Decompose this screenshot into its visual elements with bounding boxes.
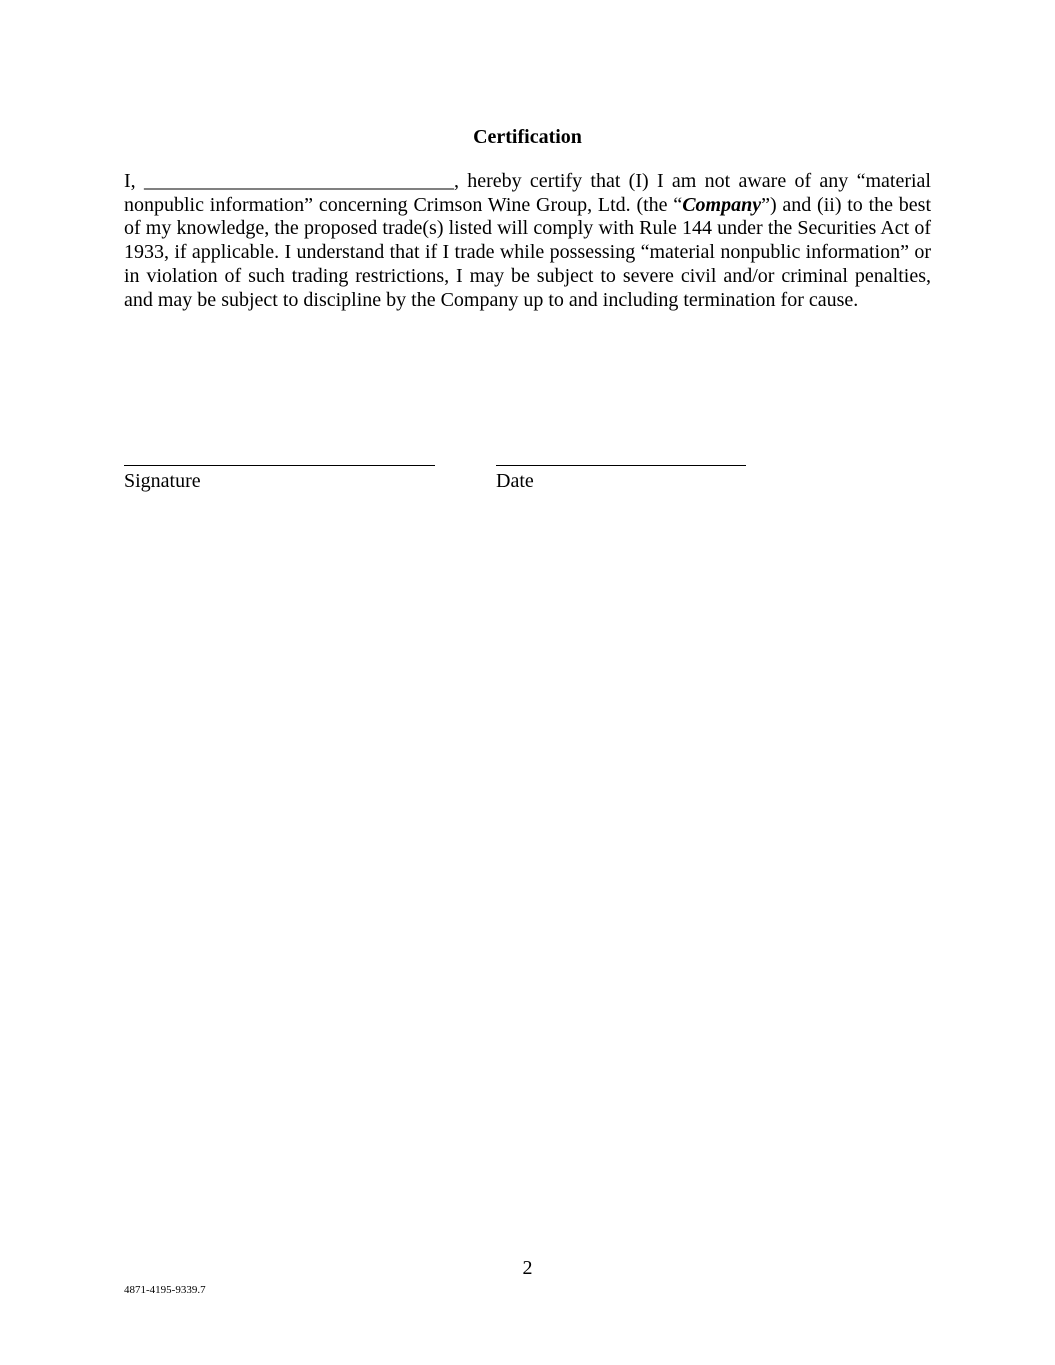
page-number: 2 — [522, 1257, 533, 1279]
date-label: Date — [496, 470, 534, 492]
date-line — [496, 465, 746, 466]
document-title: Certification — [473, 126, 582, 148]
signature-label: Signature — [124, 470, 201, 492]
paragraph-text-start: I, _______________________________, hereby certify that (I) I am not aware of any “material nonpublic information” concerning Crimson Wine Group, Ltd. (the “ — [124, 170, 931, 216]
signature-line — [124, 465, 435, 466]
document-id: 4871-4195-9339.7 — [124, 1284, 206, 1296]
certification-paragraph — [124, 170, 931, 312]
paragraph-text-end: ”) and (ii) to the best of my knowledge, the proposed trade(s) listed will comply with Rule 144 under the Securities Act of 1933, if applicable. I understand that if I trade while possessing “material nonpublic information” or in violation of such trading restrictions, I may be subject to severe civil and/or criminal penalties, and may be subject to discipline by the Company up to and including termination for cause. — [124, 193, 931, 311]
company-defined-term: Company — [682, 193, 762, 216]
